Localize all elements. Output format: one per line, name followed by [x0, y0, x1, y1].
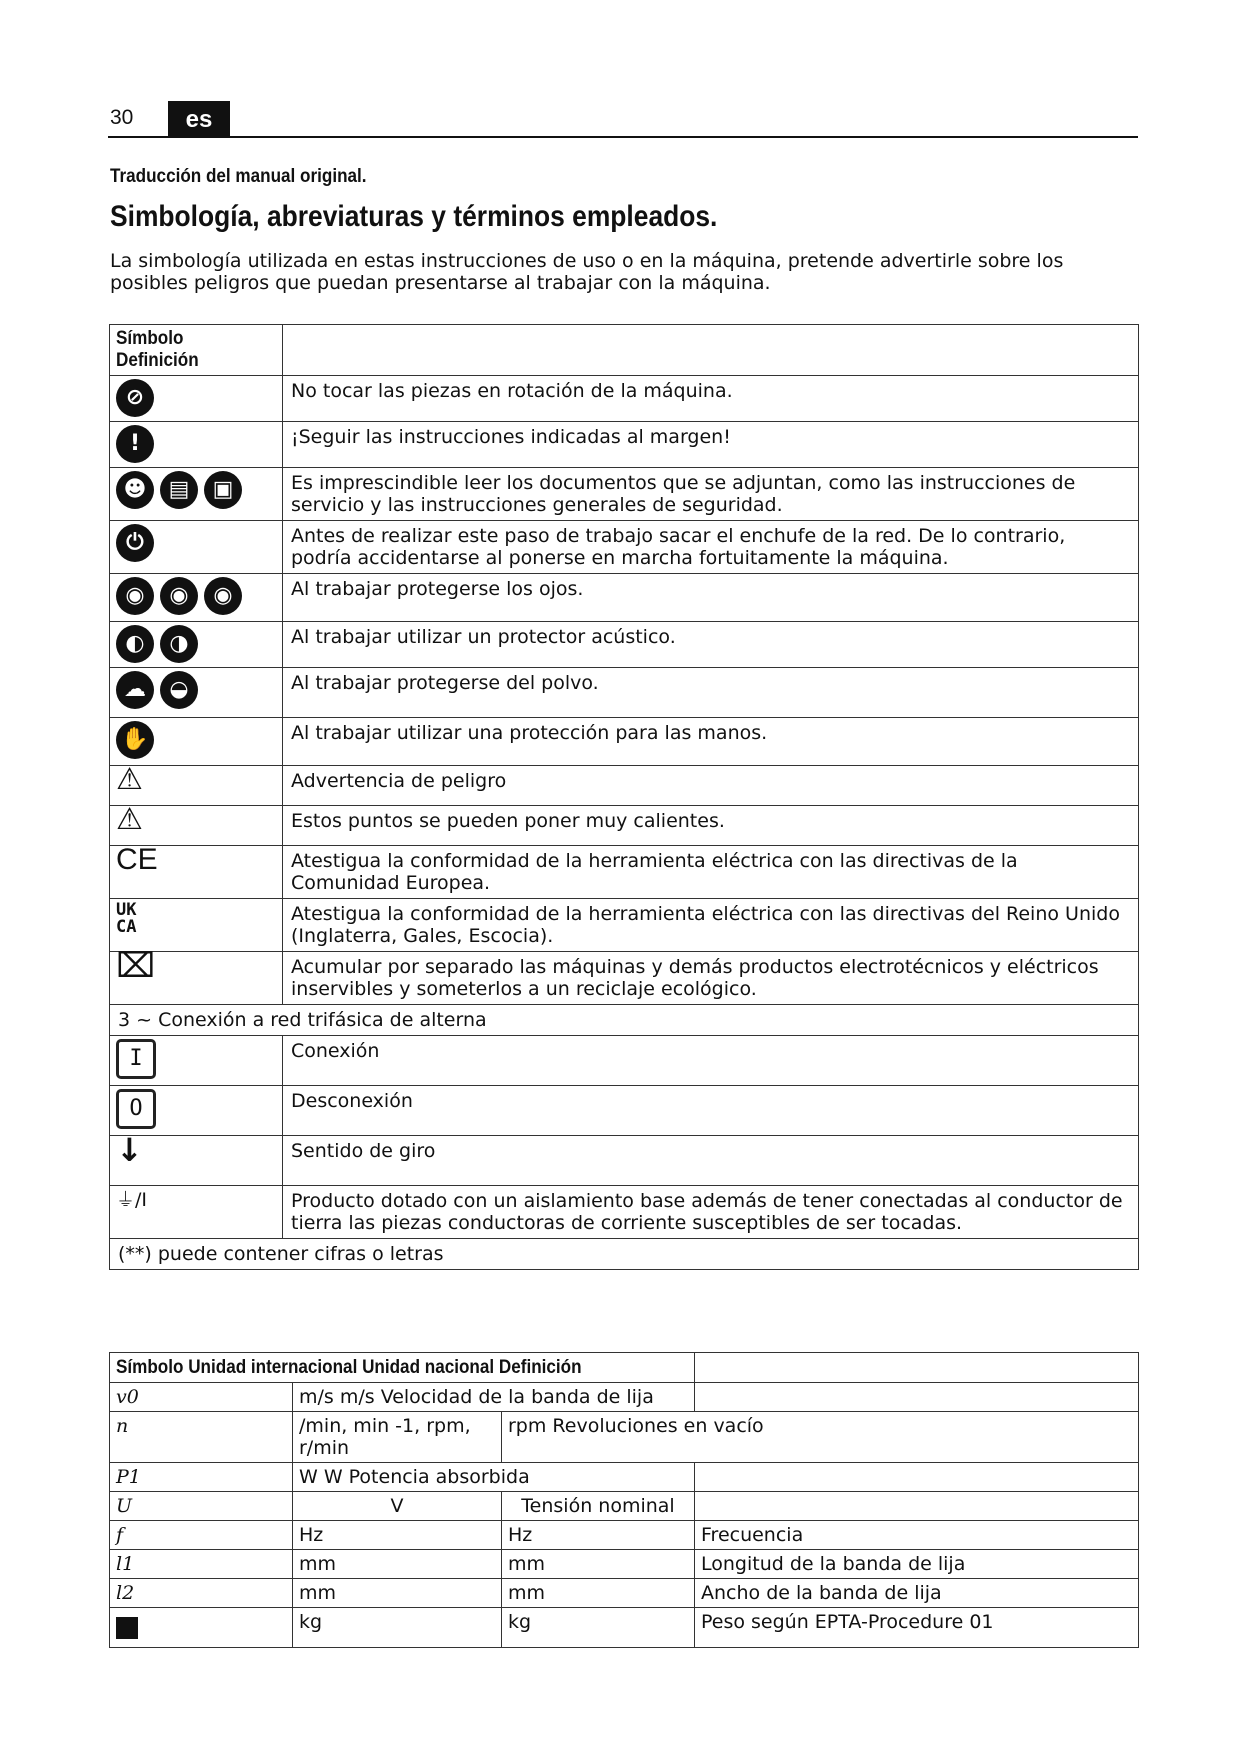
nat-unit-cell: kg	[502, 1608, 695, 1648]
units-header: Símbolo Unidad internacional Unidad nacional Definición	[116, 1357, 582, 1378]
table-row	[110, 1186, 1139, 1239]
table-row	[110, 718, 1139, 766]
table-row	[110, 1136, 1139, 1186]
unplug-icon: ⏻	[116, 524, 154, 562]
table-row	[110, 1383, 1139, 1412]
symbols-table	[109, 324, 1139, 1270]
no-touch-rotating-icon: ⊘	[116, 379, 154, 417]
table-row	[110, 1579, 1139, 1608]
table-row	[110, 1086, 1139, 1136]
intl-unit-cell: kg	[293, 1608, 502, 1648]
table-row	[110, 622, 1139, 668]
header-rule	[108, 136, 1138, 138]
face-shield-icon: ◉	[160, 577, 198, 615]
row-text: W W Potencia absorbida	[293, 1463, 695, 1492]
table-row	[110, 899, 1139, 952]
table-row	[110, 1412, 1139, 1463]
table-row	[110, 1036, 1139, 1086]
table-row	[110, 1492, 1139, 1521]
table-row	[110, 468, 1139, 521]
intl-unit-cell: /min, min -1, rpm, r/min	[293, 1412, 502, 1463]
table-row	[110, 952, 1139, 1005]
symbol-cell: f	[110, 1521, 293, 1550]
table-row	[110, 1608, 1139, 1648]
row-text: Atestigua la conformidad de la herramienta eléctrica con las directivas del Reino Unido (Inglaterra, Gales, Escocia).	[283, 899, 1139, 952]
power-off-icon: O	[116, 1089, 156, 1129]
row-text: Al trabajar protegerse del polvo.	[283, 668, 1139, 718]
intl-unit-cell: mm	[293, 1550, 502, 1579]
table-row	[110, 846, 1139, 899]
row-text: Desconexión	[283, 1086, 1139, 1136]
protection-class-i-icon: ⏚/I	[110, 1186, 283, 1239]
row-text: Estos puntos se pueden poner muy calientes.	[283, 806, 1139, 846]
row-text: Advertencia de peligro	[283, 766, 1139, 806]
definition-cell: Ancho de la banda de lija	[695, 1579, 1139, 1608]
symbols-header: Símbolo Definición	[116, 328, 199, 371]
symbol-cell: l2	[110, 1579, 293, 1608]
footnote: (**) puede contener cifras o letras	[110, 1239, 1139, 1270]
table-row	[110, 668, 1139, 718]
row-text: Atestigua la conformidad de la herramienta eléctrica con las directivas de la Comunidad Europea.	[283, 846, 1139, 899]
symbol-cell: l1	[110, 1550, 293, 1579]
symbol-cell: U	[110, 1492, 293, 1521]
row-text: Producto dotado con un aislamiento base además de tener conectadas al conductor de tierra las piezas conductoras de corriente susceptibles de ser tocadas.	[283, 1186, 1139, 1239]
definition-cell: Longitud de la banda de lija	[695, 1550, 1139, 1579]
row-text: Antes de realizar este paso de trabajo sacar el enchufe de la red. De lo contrario, podría accidentarse al ponerse en marcha fortuitamente la máquina.	[283, 521, 1139, 574]
page-number: 30	[110, 106, 134, 129]
symbol-cell: v0	[110, 1383, 293, 1412]
page-title: Simbología, abreviaturas y términos empleados.	[110, 200, 718, 233]
row-text: Conexión	[283, 1036, 1139, 1086]
three-phase-row: 3 ~ Conexión a red trifásica de alterna	[110, 1005, 1139, 1036]
nat-unit-cell: mm	[502, 1550, 695, 1579]
row-text: No tocar las piezas en rotación de la máquina.	[283, 376, 1139, 422]
table-row	[110, 766, 1139, 806]
definition-cell: Frecuencia	[695, 1521, 1139, 1550]
intl-unit-cell: V	[293, 1492, 502, 1521]
manual-icon: ▣	[204, 471, 242, 509]
row-text: Al trabajar utilizar un protector acústico.	[283, 622, 1139, 668]
goggles-icon: ◉	[116, 577, 154, 615]
table-row	[110, 422, 1139, 468]
row-text: rpm Revoluciones en vacío	[502, 1412, 1139, 1463]
safety-glasses-icon: ◉	[204, 577, 242, 615]
intl-unit-cell: Hz	[293, 1521, 502, 1550]
ukca-mark-icon: UK CA	[116, 900, 137, 937]
subtitle: Traducción del manual original.	[110, 166, 367, 187]
row-text: Acumular por separado las máquinas y demás productos electrotécnicos y eléctricos inservibles y someterlos a un reciclaje ecológico.	[283, 952, 1139, 1005]
warning-triangle-icon: ⚠	[116, 762, 143, 797]
hot-surface-icon: ⚠	[116, 802, 143, 837]
row-text: Al trabajar utilizar una protección para las manos.	[283, 718, 1139, 766]
table-header-row	[110, 1353, 1139, 1383]
table-row	[110, 1521, 1139, 1550]
table-row	[110, 376, 1139, 422]
power-on-icon: I	[116, 1039, 156, 1079]
weee-bin-icon: ⌧	[116, 946, 156, 986]
ce-mark-icon: CE	[116, 843, 158, 876]
table-row	[110, 1239, 1139, 1270]
row-text: ¡Seguir las instrucciones indicadas al margen!	[283, 422, 1139, 468]
row-text: Al trabajar protegerse los ojos.	[283, 574, 1139, 622]
row-text: m/s m/s Velocidad de la banda de lija	[293, 1383, 695, 1412]
dust-mask-icon: ◒	[160, 671, 198, 709]
symbol-cell: P1	[110, 1463, 293, 1492]
table-row	[110, 1550, 1139, 1579]
table-row	[110, 1005, 1139, 1036]
intro-text: La simbología utilizada en estas instrucciones de uso o en la máquina, pretende advertirle sobre los posibles peligros que puedan presentarse al trabajar con la máquina.	[110, 250, 1064, 294]
table-row	[110, 1463, 1139, 1492]
table-row	[110, 806, 1139, 846]
intl-unit-cell: mm	[293, 1579, 502, 1608]
read-instructions-icon: ☻	[116, 471, 154, 509]
book-icon: ▤	[160, 471, 198, 509]
nat-unit-cell: Hz	[502, 1521, 695, 1550]
units-table	[109, 1352, 1139, 1648]
row-text: Sentido de giro	[283, 1136, 1139, 1186]
ear-protector-icon: ◑	[160, 625, 198, 663]
rotation-direction-arrow-icon: ↓	[116, 1131, 143, 1169]
definition-cell: Peso según EPTA-Procedure 01	[695, 1608, 1139, 1648]
row-text: Tensión nominal	[502, 1492, 695, 1521]
row-text: Es imprescindible leer los documentos que se adjuntan, como las instrucciones de servicio y las instrucciones generales de seguridad.	[283, 468, 1139, 521]
language-badge: es	[168, 101, 230, 137]
ear-muffs-icon: ◐	[116, 625, 154, 663]
glove-icon: ✋	[116, 721, 154, 759]
table-row	[110, 574, 1139, 622]
table-row	[110, 521, 1139, 574]
exclamation-icon: !	[116, 425, 154, 463]
nat-unit-cell: mm	[502, 1579, 695, 1608]
weight-icon	[116, 1617, 138, 1639]
symbol-cell: n	[110, 1412, 293, 1463]
dust-icon: ☁	[116, 671, 154, 709]
table-header-row	[110, 325, 1139, 376]
